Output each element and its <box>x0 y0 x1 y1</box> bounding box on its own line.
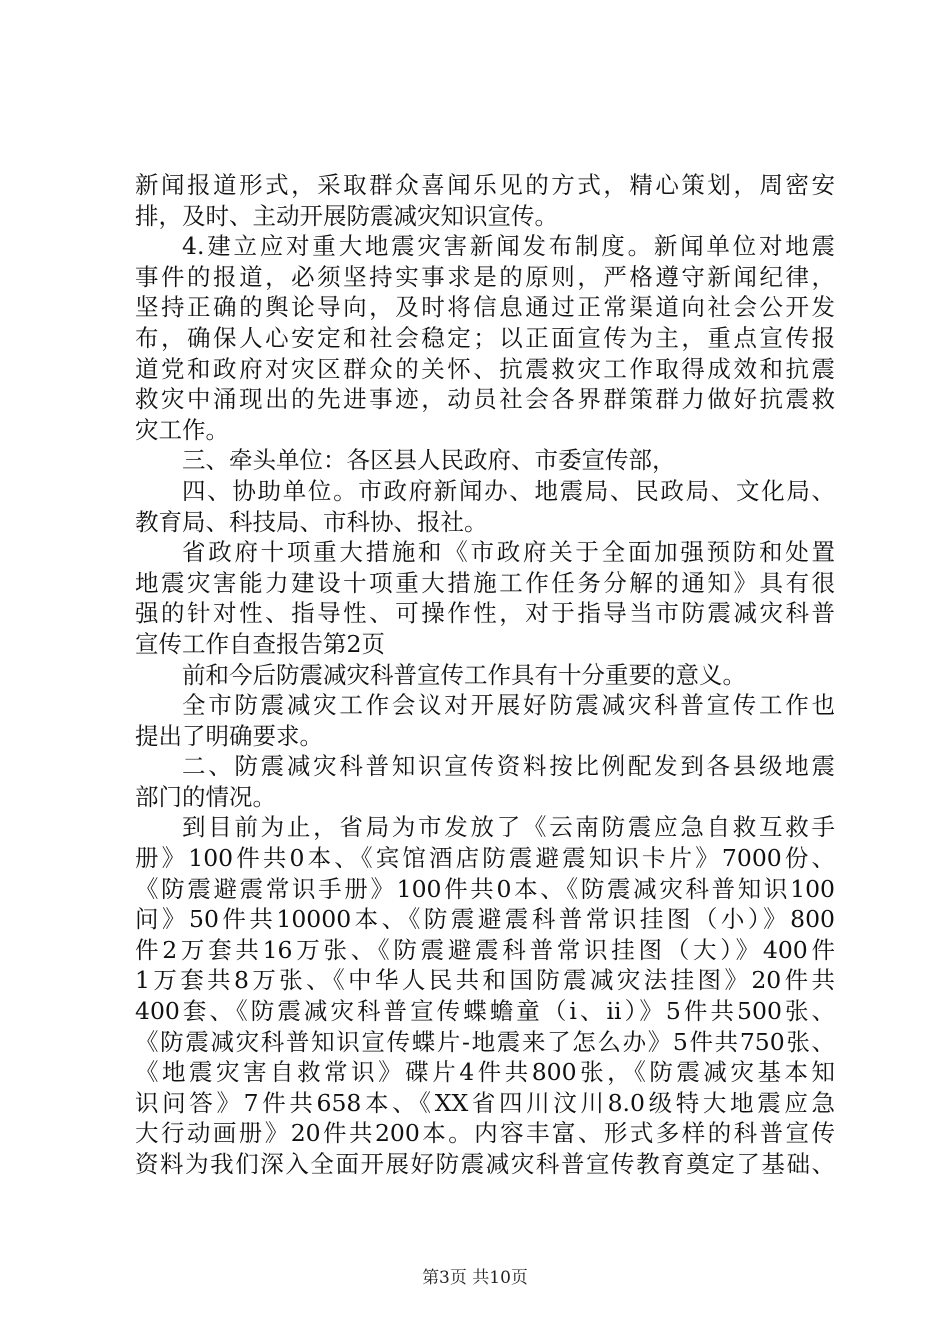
text-line: 坚持正确的舆论导向，及时将信息通过正常渠道向社会公开发 <box>135 293 835 322</box>
text-line: 《防震避震常识手册》100件共0本、《防震减灾科普知识100 <box>135 874 835 903</box>
text-line: 《防震减灾科普知识宣传蝶片-地震来了怎么办》5件共750张、 <box>135 1027 835 1056</box>
text-line: 事件的报道，必须坚持实事求是的原则，严格遵守新闻纪律， <box>135 262 835 291</box>
text-line: 省政府十项重大措施和《市政府关于全面加强预防和处置 <box>182 538 835 567</box>
text-line: 册》100件共0本、《宾馆酒店防震避震知识卡片》7000份、 <box>135 844 835 873</box>
text-line: 排，及时、主动开展防震减灾知识宣传。 <box>135 201 558 230</box>
text-line: 问》50件共10000本、《防震避震科普常识挂图（小）》800 <box>135 905 835 934</box>
text-line: 布，确保人心安定和社会稳定；以正面宣传为主，重点宣传报 <box>135 323 835 352</box>
text-line: 全市防震减灾工作会议对开展好防震减灾科普宣传工作也 <box>182 691 835 720</box>
text-line: 宣传工作自查报告第2页 <box>135 629 385 658</box>
text-line: 资料为我们深入全面开展好防震减灾科普宣传教育奠定了基础、 <box>135 1150 835 1178</box>
text-line: 识问答》7件共658本、《XX省四川汶川8.0级特大地震应急 <box>135 1088 835 1117</box>
text-line: 道党和政府对灾区群众的关怀、抗震救灾工作取得成效和抗震 <box>135 354 835 383</box>
text-line: 大行动画册》20件共200本。内容丰富、形式多样的科普宣传 <box>135 1119 835 1148</box>
text-line: 1万套共8万张、《中华人民共和国防震减灾法挂图》20件共 <box>135 966 835 995</box>
page-number-label: 第3页 共10页 <box>422 1268 528 1288</box>
text-line: 教育局、科技局、市科协、报社。 <box>135 507 488 536</box>
text-line: 强的针对性、指导性、可操作性，对于指导当市防震减灾科普 <box>135 599 835 628</box>
text-line: 地震灾害能力建设十项重大措施工作任务分解的通知》具有很 <box>135 568 835 597</box>
text-line: 三、牵头单位：各区县人民政府、市委宣传部， <box>182 446 676 475</box>
text-line: 到目前为止，省局为市发放了《云南防震应急自救互救手 <box>182 813 835 842</box>
page-footer <box>0 1267 950 1289</box>
text-line: 前和今后防震减灾科普宣传工作具有十分重要的意义。 <box>182 660 746 689</box>
text-line: 件2万套共16万张、《防震避震科普常识挂图（大）》400件 <box>135 935 835 964</box>
text-line: 400套、《防震减灾科普宣传蝶蟾童（ⅰ、ⅱ）》5件共500张、 <box>135 997 835 1026</box>
text-line: 二、防震减灾科普知识宣传资料按比例配发到各县级地震 <box>182 752 835 781</box>
text-line: 提出了明确要求。 <box>135 721 323 750</box>
text-line: 4.建立应对重大地震灾害新闻发布制度。新闻单位对地震 <box>182 232 835 261</box>
text-line: 灾工作。 <box>135 415 229 444</box>
text-line: 部门的情况。 <box>135 782 276 811</box>
document-body <box>135 170 835 1180</box>
text-line: 《地震灾害自救常识》碟片4件共800张，《防震减灾基本知 <box>135 1058 835 1087</box>
text-line: 救灾中涌现出的先进事迹，动员社会各界群策群力做好抗震救 <box>135 385 835 414</box>
text-line: 四、协助单位。市政府新闻办、地震局、民政局、文化局、 <box>182 476 835 505</box>
text-line: 新闻报道形式，采取群众喜闻乐见的方式，精心策划，周密安 <box>135 171 835 199</box>
